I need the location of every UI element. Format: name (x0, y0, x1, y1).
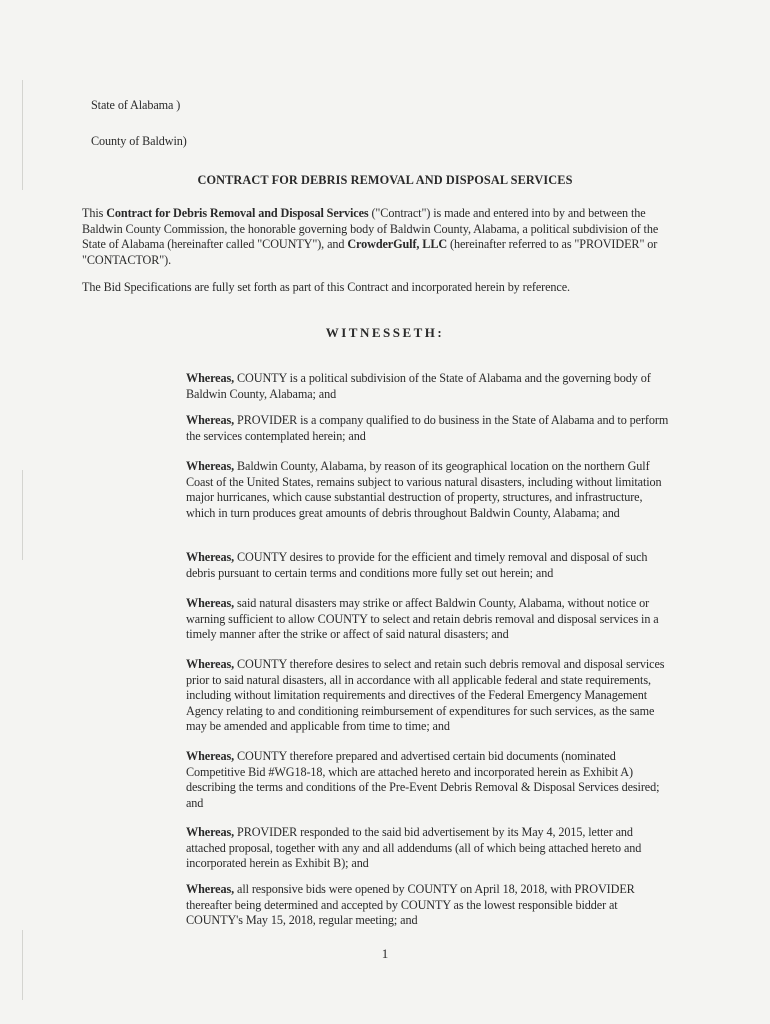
clause-text: COUNTY desires to provide for the efficient and timely removal and disposal of such debris pursuant to certain terms and conditions more fully set out herein; and (186, 550, 648, 580)
whereas-clause (186, 371, 670, 402)
clause-text: COUNTY therefore prepared and advertised certain bid documents (nominated Competitive Bid #WG18-18, which are attached hereto and incorporated herein as Exhibit A) describing the terms and conditions of the Pre-Event Debris Removal & Disposal Services desired; and (186, 749, 660, 810)
contract-title: CONTRACT FOR DEBRIS REMOVAL AND DISPOSAL SERVICES (197, 173, 573, 187)
whereas-label: Whereas, (186, 657, 235, 671)
whereas-clause (186, 825, 670, 872)
whereas-label: Whereas, (186, 825, 235, 839)
intro-text: This (82, 206, 107, 220)
whereas-clause (186, 882, 670, 929)
witnesseth-heading: WITNESSETH: (325, 325, 445, 340)
clause-text: said natural disasters may strike or affect Baldwin County, Alabama, without notice or warning sufficient to allow COUNTY to select and retain debris removal and disposal services in a timely manner after the strike or affect of said natural disasters; and (186, 596, 659, 642)
whereas-label: Whereas, (186, 459, 235, 473)
whereas-label: Whereas, (186, 749, 235, 763)
whereas-clause (186, 657, 670, 735)
provider-name: CrowderGulf, LLC (347, 237, 448, 252)
whereas-label: Whereas, (186, 371, 235, 385)
clause-text: PROVIDER is a company qualified to do business in the State of Alabama and to perform the services contemplated herein; and (186, 413, 669, 443)
clause-text: PROVIDER responded to the said bid advertisement by its May 4, 2015, letter and attached proposal, together with any and all addendums (all of which being attached hereto and incorporated herein as Exhibit B); and (186, 825, 642, 871)
whereas-label: Whereas, (186, 413, 235, 427)
scan-artifact-line (22, 470, 23, 560)
whereas-clause (186, 459, 670, 521)
whereas-clause (186, 550, 670, 581)
whereas-clause (186, 749, 670, 811)
whereas-clause (186, 413, 670, 444)
whereas-label: Whereas, (186, 882, 235, 896)
intro-text: ("Contract") is made and entered into by and between the Baldwin County Commission, the honorable governing body of Baldwin County, Alabama, a political subdivision of the State of Alabama (hereinafter called "COUNTY"), and (82, 206, 659, 252)
intro-text: (hereinafter referred to as "PROVIDER" or "CONTACTOR"). (82, 237, 658, 267)
clause-text: COUNTY therefore desires to select and retain such debris removal and disposal services prior to said natural disasters, all in accordance with all applicable federal and state requirements, including without limitation requirements and directives of the Federal Emergency Management Agency relating to and conditioning reimbursement of expenditures for such services, as the same may be amended and applicable from time to time; and (186, 657, 665, 734)
clause-text: Baldwin County, Alabama, by reason of its geographical location on the northern Gulf Coast of the United States, remains subject to various natural disasters, including without limitation major hurricanes, which cause substantial destruction of property, structures, and infrastructure, which in turn produces great amounts of debris throughout Baldwin County, Alabama; and (186, 459, 662, 520)
whereas-label: Whereas, (186, 550, 235, 564)
whereas-clause (186, 596, 670, 643)
whereas-label: Whereas, (186, 596, 235, 610)
contract-name: Contract for Debris Removal and Disposal Services (106, 206, 369, 220)
state-line: State of Alabama ) (91, 98, 181, 112)
clause-text: COUNTY is a political subdivision of the State of Alabama and the governing body of Baldwin County, Alabama; and (186, 371, 651, 401)
page-number: 1 (381, 946, 389, 961)
clause-text: all responsive bids were opened by COUNTY on April 18, 2018, with PROVIDER thereafter being determined and accepted by COUNTY as the lowest responsible bidder at COUNTY's May 15, 2018, regular meeting; and (186, 882, 635, 928)
scan-artifact-line (22, 930, 23, 1000)
bid-spec-paragraph: The Bid Specifications are fully set forth as part of this Contract and incorporated herein by reference. (82, 280, 570, 294)
intro-paragraph (82, 206, 678, 268)
county-line: County of Baldwin) (91, 134, 187, 148)
